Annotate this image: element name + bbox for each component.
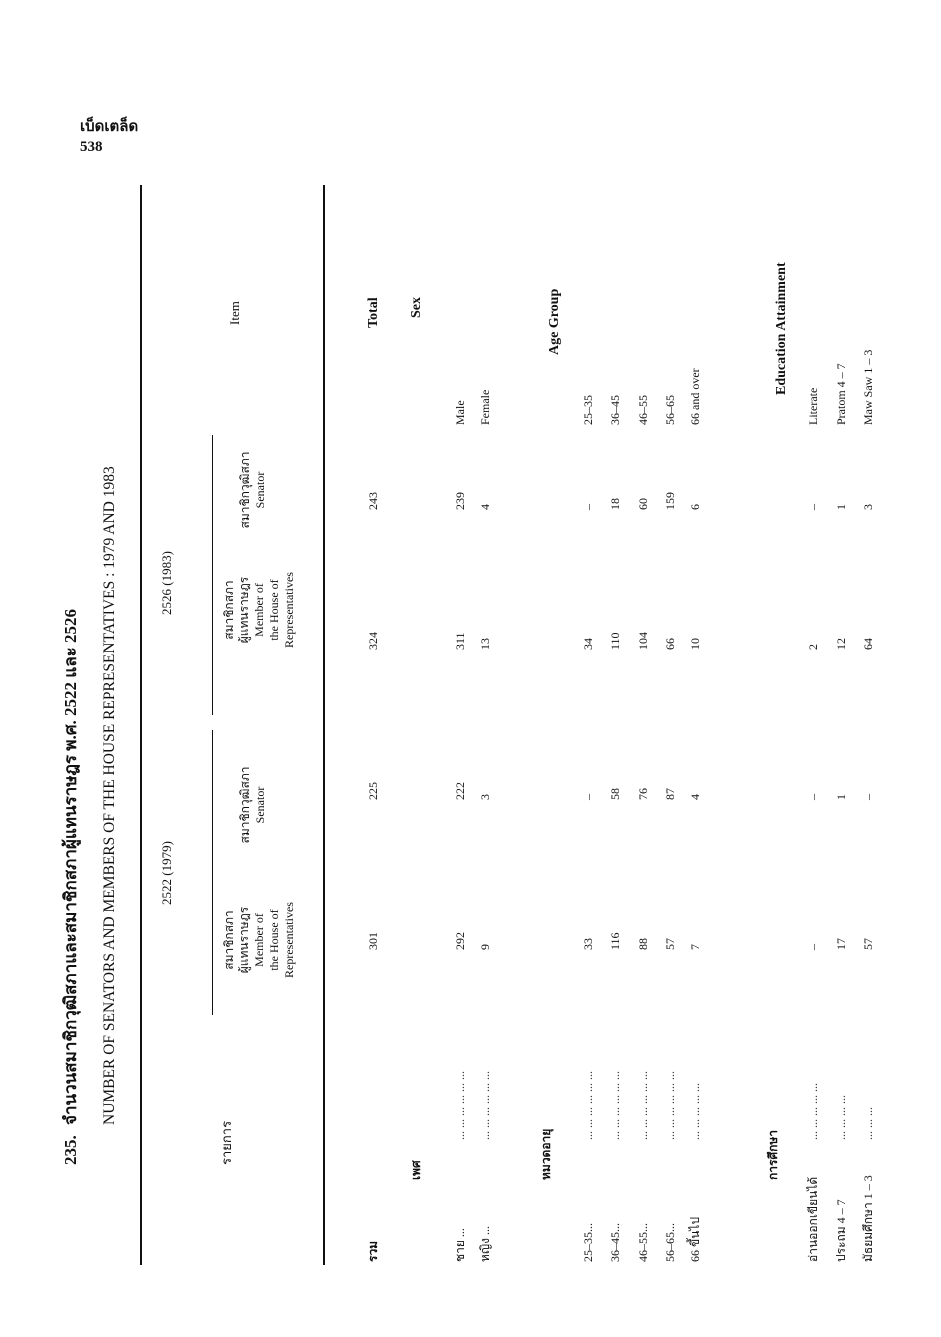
row-label-thai: ประถม 4 – 7 [834, 1199, 848, 1262]
row-leader-dots: ... ... ... ... ... ... [663, 1071, 677, 1140]
header-line: Representatives [282, 572, 296, 648]
row-label-thai: ชาย ... [453, 1228, 467, 1262]
section-label-thai: การศึกษา [766, 1130, 780, 1180]
row-label-english: Female [478, 389, 492, 425]
cell-senator-1979: 4 [688, 794, 702, 800]
cell-house-1979: 9 [478, 944, 492, 950]
header-line: Representatives [282, 902, 296, 978]
header-line: Member of [252, 583, 266, 637]
header-line: the House of [267, 579, 281, 641]
cell-senator-1983: 60 [636, 498, 650, 510]
cell-house-1979: 7 [688, 944, 702, 950]
cell-senator-1983: – [806, 504, 820, 510]
row-leader-dots: ... ... ... [861, 1107, 875, 1140]
row-label-english: 25–35 [581, 395, 595, 425]
cell-house-1983: 110 [608, 632, 622, 650]
header-line: ผู้แทนราษฎร [237, 906, 251, 974]
item-header-thai: รายการ [219, 1120, 234, 1165]
section-label-thai: เพศ [409, 1160, 423, 1180]
cell-senator-1983: – [581, 504, 595, 510]
cell-house-1983: 311 [453, 632, 467, 650]
cell-house-1983: 12 [834, 638, 848, 650]
section-label-english: Sex [409, 297, 424, 318]
row-leader-dots: ... ... ... ... ... ... [636, 1071, 650, 1140]
row-label-thai: 36–45... [608, 1223, 622, 1262]
cell-house-1983: 324 [366, 632, 380, 650]
row-label-english: Pratom 4 – 7 [834, 363, 848, 425]
row-label-english: 36–45 [608, 395, 622, 425]
row-leader-dots: ... ... ... ... ... [806, 1083, 820, 1140]
item-header-english: Item [227, 301, 242, 325]
cell-house-1979: 57 [663, 938, 677, 950]
year-1979-rule [212, 730, 213, 1015]
cell-house-1979: 33 [581, 938, 595, 950]
row-leader-dots: ... ... ... ... [834, 1095, 848, 1140]
row-label-english: 56–65 [663, 395, 677, 425]
page-number: 538 [80, 139, 103, 155]
cell-senator-1979: 58 [608, 788, 622, 800]
header-line: Member of [252, 913, 266, 967]
row-label-thai: 66 ขึ้นไป [688, 1216, 702, 1262]
cell-house-1979: 301 [366, 932, 380, 950]
year-1979-header: 2522 (1979) [159, 841, 174, 905]
section-label-thai: หมวดอายุ [539, 1128, 553, 1180]
header-line: สมาชิกวุฒิสภา [238, 451, 252, 529]
cell-senator-1983: 18 [608, 498, 622, 510]
row-label-english: Male [453, 400, 467, 425]
header-house-1979 [222, 870, 297, 1010]
cell-senator-1979: – [861, 794, 875, 800]
cell-house-1983: 34 [581, 638, 595, 650]
year-1983-header: 2526 (1983) [159, 551, 174, 615]
cell-senator-1979: 222 [453, 782, 467, 800]
header-senator-1979 [238, 735, 268, 875]
header-line: ผู้แทนราษฎร [237, 576, 251, 644]
cell-senator-1979: 1 [834, 794, 848, 800]
cell-senator-1983: 3 [861, 504, 875, 510]
cell-senator-1983: 239 [453, 492, 467, 510]
cell-senator-1979: 76 [636, 788, 650, 800]
row-label-thai: รวม [366, 1240, 380, 1262]
cell-house-1983: 66 [663, 638, 677, 650]
header-house-1983 [222, 540, 297, 680]
cell-house-1979: 292 [453, 932, 467, 950]
header-line: Senator [253, 471, 267, 509]
cell-house-1979: 17 [834, 938, 848, 950]
row-leader-dots: ... ... ... ... ... ... [453, 1071, 467, 1140]
section-label-english: Age Group [547, 288, 562, 355]
cell-senator-1983: 4 [478, 504, 492, 510]
cell-senator-1983: 1 [834, 504, 848, 510]
section-name: เบ็ดเตล็ด [80, 119, 139, 135]
cell-senator-1983: 159 [663, 492, 677, 510]
header-line: สมาชิกสภา [222, 910, 236, 970]
cell-house-1983: 104 [636, 632, 650, 650]
row-label-thai: 46–55... [636, 1223, 650, 1262]
header-bottom-rule [323, 185, 325, 1265]
cell-house-1979: – [806, 944, 820, 950]
header-line: Senator [253, 786, 267, 824]
cell-senator-1979: 225 [366, 782, 380, 800]
section-label-english: Education Attainment [774, 262, 789, 395]
cell-house-1979: 116 [608, 932, 622, 950]
cell-senator-1979: 3 [478, 794, 492, 800]
cell-house-1979: 57 [861, 938, 875, 950]
cell-senator-1979: – [581, 794, 595, 800]
row-label-thai: อ่านออกเขียนได้ [806, 1176, 820, 1262]
row-leader-dots: ... ... ... ... ... ... [581, 1071, 595, 1140]
cell-senator-1979: 87 [663, 788, 677, 800]
row-leader-dots: ... ... ... ... ... ... [478, 1071, 492, 1140]
row-label-thai: หญิง ... [478, 1226, 492, 1262]
row-label-english: 46–55 [636, 395, 650, 425]
table-title-english: NUMBER OF SENATORS AND MEMBERS OF THE HOUSE REPRESENTATIVES : 1979 AND 1983 [101, 466, 118, 1125]
cell-senator-1983: 6 [688, 504, 702, 510]
cell-senator-1983: 243 [366, 492, 380, 510]
row-label-english: Total [366, 297, 381, 328]
cell-house-1983: 10 [688, 638, 702, 650]
cell-house-1983: 2 [806, 644, 820, 650]
row-label-thai: มัธยมศึกษา 1 – 3 [861, 1175, 875, 1262]
row-label-english: Literate [806, 387, 820, 425]
table-number: 235. [61, 1135, 80, 1165]
header-line: สมาชิกวุฒิสภา [238, 766, 252, 844]
row-label-english: 66 and over [688, 368, 702, 425]
header-line: สมาชิกสภา [222, 580, 236, 640]
row-label-thai: 56–65... [663, 1223, 677, 1262]
row-leader-dots: ... ... ... ... ... ... [608, 1071, 622, 1140]
cell-senator-1979: – [806, 794, 820, 800]
header-line: the House of [267, 909, 281, 971]
cell-house-1983: 64 [861, 638, 875, 650]
cell-house-1983: 13 [478, 638, 492, 650]
year-1983-rule [212, 435, 213, 715]
row-label-english: Maw Saw 1 – 3 [861, 349, 875, 425]
row-leader-dots: ... ... ... ... ... [688, 1083, 702, 1140]
table-top-rule [140, 185, 142, 1265]
table-title-thai: จำนวนสมาชิกวุฒิสภาและสมาชิกสภาผู้แทนราษฎร พ.ศ. 2522 และ 2526 [61, 608, 80, 1125]
row-label-thai: 25–35... [581, 1223, 595, 1262]
header-senator-1983 [238, 420, 268, 560]
cell-house-1979: 88 [636, 938, 650, 950]
